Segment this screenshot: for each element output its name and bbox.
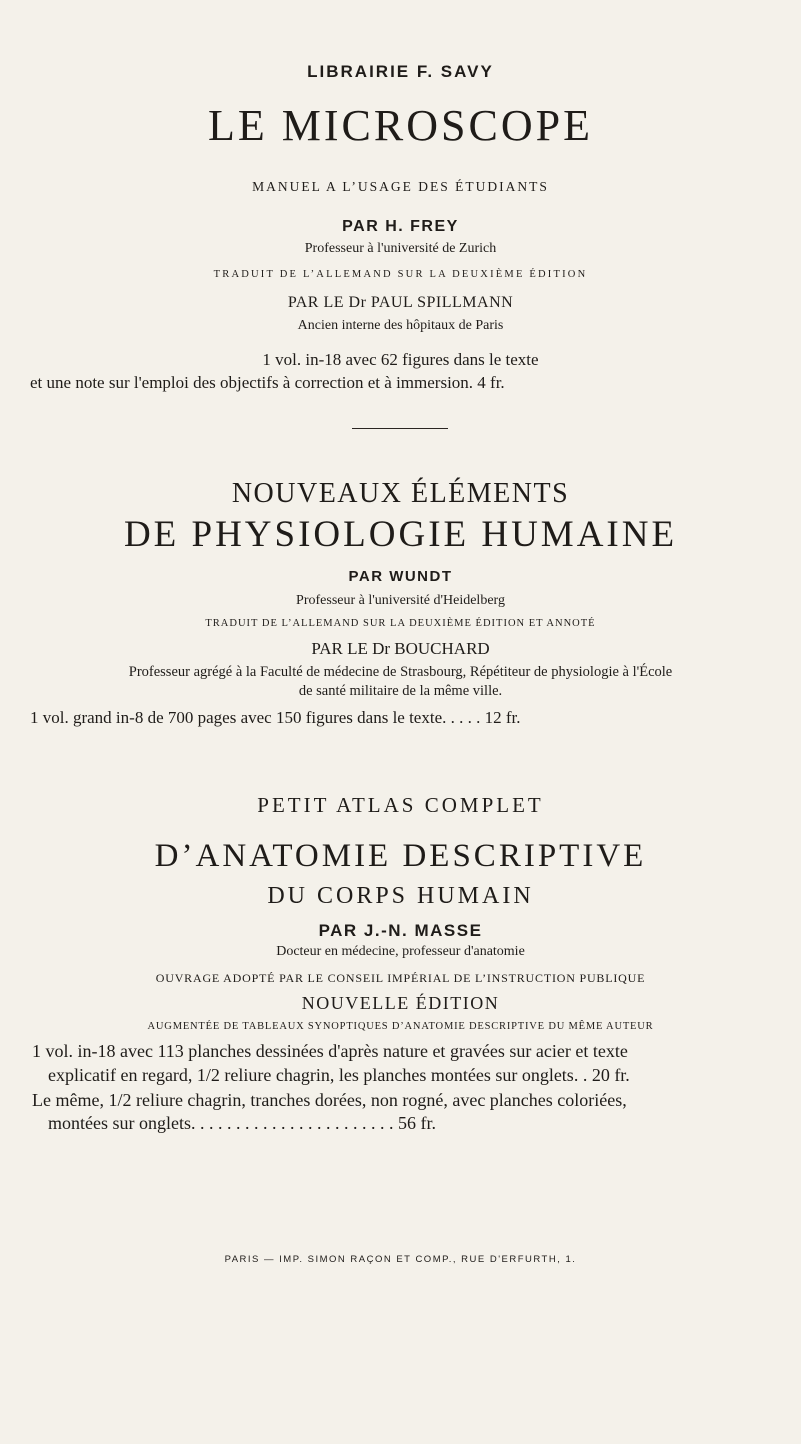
physiologie-author-role: Professeur à l'université d'Heidelberg bbox=[296, 593, 505, 608]
atlas-title-line2: D’ANATOMIE DESCRIPTIVE bbox=[154, 838, 647, 874]
atlas-description-line2: explicatif en regard, 1/2 reliure chagrin, les planches montées sur onglets. . 20 fr. bbox=[48, 1065, 630, 1085]
atlas-author: PAR J.-N. MASSE bbox=[318, 921, 483, 940]
atlas-description-line1: 1 vol. in-18 avec 113 planches dessinées d'après nature et gravées sur acier et texte bbox=[32, 1041, 628, 1061]
microscope-translator: PAR LE Dr PAUL SPILLMANN bbox=[287, 294, 514, 311]
atlas-adoption-note: OUVRAGE ADOPTÉ PAR LE CONSEIL IMPÉRIAL DE L’INSTRUCTION PUBLIQUE bbox=[155, 971, 646, 985]
microscope-description-line1: 1 vol. in-18 avec 62 figures dans le texte bbox=[262, 350, 539, 369]
atlas-edition: NOUVELLE ÉDITION bbox=[301, 993, 500, 1013]
atlas-title-line1: PETIT ATLAS COMPLET bbox=[257, 793, 544, 817]
atlas-description-line3: Le même, 1/2 reliure chagrin, tranches dorées, non rogné, avec planches coloriées, bbox=[32, 1090, 627, 1110]
publisher-heading: LIBRAIRIE F. SAVY bbox=[307, 62, 494, 81]
physiologie-author: PAR WUNDT bbox=[348, 568, 453, 585]
microscope-author: PAR H. FREY bbox=[342, 218, 459, 235]
printer-footer: PARIS — IMP. SIMON RAÇON ET COMP., RUE D'ERFURTH, 1. bbox=[224, 1254, 577, 1265]
microscope-author-role: Professeur à l'université de Zurich bbox=[304, 241, 497, 256]
atlas-description-line4: montées sur onglets. . . . . . . . . . . . . . . . . . . . . . . 56 fr. bbox=[48, 1113, 436, 1133]
atlas-augment-note: AUGMENTÉE DE TABLEAUX SYNOPTIQUES D’ANATOMIE DESCRIPTIVE DU MÊME AUTEUR bbox=[147, 1021, 654, 1032]
microscope-subtitle: MANUEL A L’USAGE DES ÉTUDIANTS bbox=[252, 179, 549, 194]
physiologie-translation-note: TRADUIT DE L’ALLEMAND SUR LA DEUXIÈME ÉDITION ET ANNOTÉ bbox=[205, 618, 596, 629]
microscope-title: LE MICROSCOPE bbox=[208, 101, 593, 150]
section-divider bbox=[352, 428, 448, 429]
physiologie-description: 1 vol. grand in-8 de 700 pages avec 150 figures dans le texte. . . . . 12 fr. bbox=[30, 708, 521, 727]
physiologie-translator: PAR LE Dr BOUCHARD bbox=[311, 639, 490, 658]
microscope-translator-role: Ancien interne des hôpitaux de Paris bbox=[297, 318, 504, 333]
atlas-author-role: Docteur en médecine, professeur d'anatomie bbox=[276, 944, 525, 959]
microscope-translation-note: TRADUIT DE L’ALLEMAND SUR LA DEUXIÈME ÉDITION bbox=[213, 269, 588, 280]
microscope-description-line2: et une note sur l'emploi des objectifs à correction et à immersion. 4 fr. bbox=[30, 373, 505, 392]
physiologie-title-line1: NOUVEAUX ÉLÉMENTS bbox=[231, 478, 570, 509]
physiologie-title-line2: DE PHYSIOLOGIE HUMAINE bbox=[123, 514, 678, 555]
physiologie-translator-role-line2: de santé militaire de la même ville. bbox=[298, 683, 503, 699]
physiologie-translator-role-line1: Professeur agrégé à la Faculté de médecine de Strasbourg, Répétiteur de physiologie à l'École bbox=[128, 664, 673, 680]
atlas-title-line3: DU CORPS HUMAIN bbox=[267, 883, 534, 909]
